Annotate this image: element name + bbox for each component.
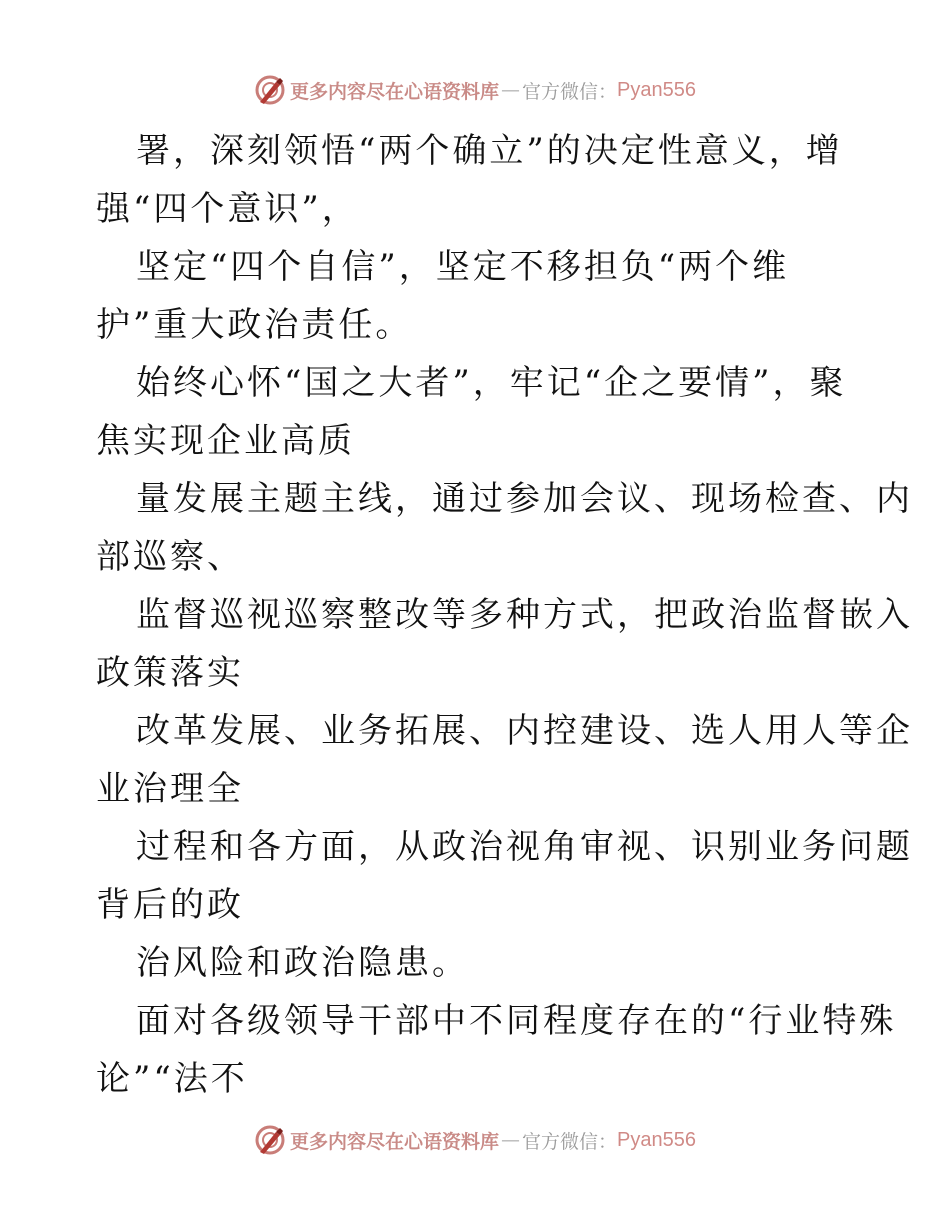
footer-wechat-id: Pyan556 xyxy=(617,1128,696,1151)
footer-slogan: 更多内容尽在心语资料库 xyxy=(290,1130,500,1153)
footer-banner xyxy=(0,1120,950,1160)
text-line-9: 监督巡视巡察整改等多种方式，把政治监督嵌入 xyxy=(136,595,913,635)
text-line-13: 过程和各方面，从政治视角审视、识别业务问题 xyxy=(136,827,913,867)
text-line-14: 背后的政 xyxy=(96,885,244,925)
text-line-11: 改革发展、业务拓展、内控建设、选人用人等企 xyxy=(136,711,913,751)
text-line-3: 坚定“四个自信”，坚定不移担负“两个维 xyxy=(136,247,790,287)
text-line-17: 论”“法不 xyxy=(96,1059,248,1099)
header-slogan: 更多内容尽在心语资料库 xyxy=(290,80,500,103)
text-line-5: 始终心怀“国之大者”，牢记“企之要情”，聚 xyxy=(136,363,847,403)
header-dash: — xyxy=(501,79,521,101)
text-line-1: 署，深刻领悟“两个确立”的决定性意义，增 xyxy=(136,131,843,171)
pen-logo-icon xyxy=(254,1124,286,1156)
header-banner xyxy=(0,70,950,110)
text-line-2: 强“四个意识”， xyxy=(96,189,359,229)
footer-wechat-label: 官方微信： xyxy=(522,1130,618,1153)
header-wechat-label: 官方微信： xyxy=(522,80,618,103)
text-line-12: 业治理全 xyxy=(96,769,244,809)
text-line-16: 面对各级领导干部中不同程度存在的“行业特殊 xyxy=(136,1001,897,1041)
text-line-6: 焦实现企业高质 xyxy=(96,421,355,461)
text-line-10: 政策落实 xyxy=(96,653,244,693)
document-body xyxy=(96,122,913,1108)
pen-logo-icon xyxy=(254,74,286,106)
header-wechat-id: Pyan556 xyxy=(617,78,696,101)
text-line-15: 治风险和政治隐患。 xyxy=(136,943,469,983)
text-line-4: 护”重大政治责任。 xyxy=(96,305,413,345)
text-line-7: 量发展主题主线，通过参加会议、现场检查、内 xyxy=(136,479,913,519)
footer-dash: — xyxy=(501,1129,521,1151)
text-line-8: 部巡察、 xyxy=(96,537,244,577)
